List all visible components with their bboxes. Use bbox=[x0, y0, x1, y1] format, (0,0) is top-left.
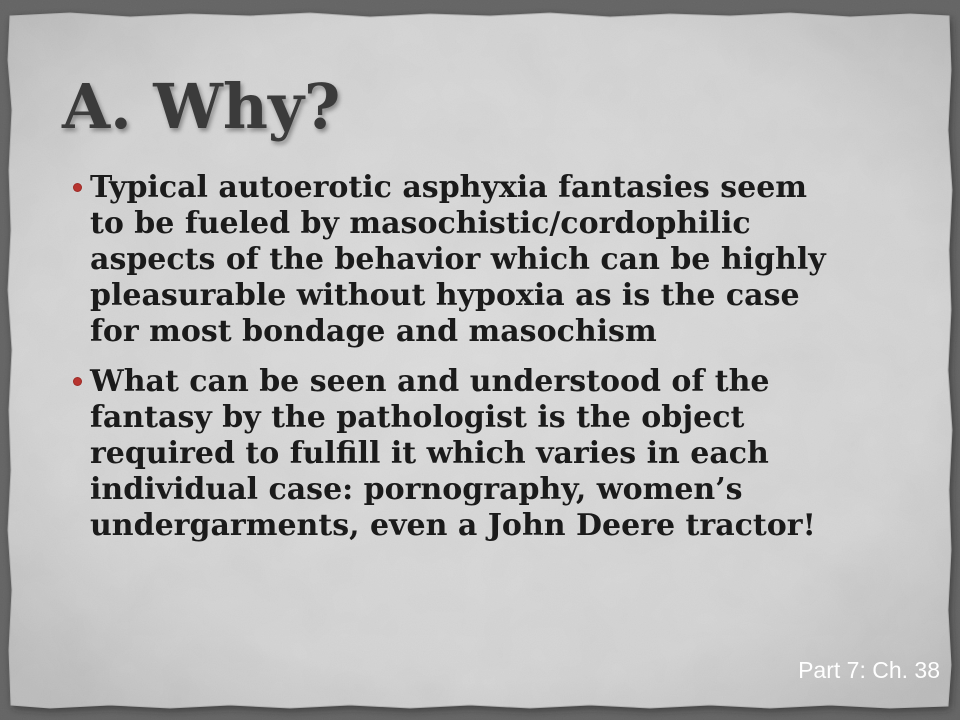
bullet-text-line: required to fulfill it which varies in each bbox=[90, 436, 769, 471]
bullet-text-line: fantasy by the pathologist is the object bbox=[90, 400, 745, 435]
bullet-text-line: aspects of the behavior which can be highly bbox=[90, 242, 826, 277]
bullet-item bbox=[90, 364, 930, 544]
bullet-text-line: Typical autoerotic asphyxia fantasies seem bbox=[90, 170, 808, 205]
bullet-text-line: for most bondage and masochism bbox=[90, 314, 657, 349]
slide-footer: Part 7: Ch. 38 bbox=[798, 657, 940, 683]
bullet-list bbox=[90, 170, 930, 558]
slide-title: A. Why? bbox=[62, 70, 341, 143]
bullet-text-line: pleasurable without hypoxia as is the case bbox=[90, 278, 800, 313]
bullet-text-line: to be fueled by masochistic/cordophilic bbox=[90, 206, 751, 241]
bullet-text-line: individual case: pornography, women’s bbox=[90, 472, 743, 507]
bullet-item bbox=[90, 170, 930, 350]
bullet-dot-icon bbox=[73, 377, 82, 386]
bullet-dot-icon bbox=[73, 183, 82, 192]
bullet-text-line: undergarments, even a John Deere tractor! bbox=[90, 508, 816, 543]
bullet-text-line: What can be seen and understood of the bbox=[90, 364, 770, 399]
